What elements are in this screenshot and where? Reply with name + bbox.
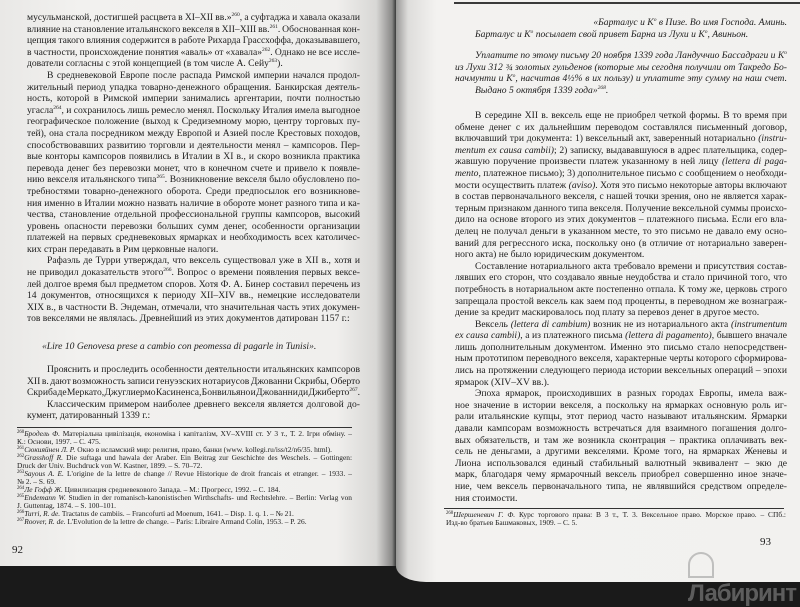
text-line bbox=[27, 209, 360, 221]
text-run: жавшую поручение произвести платеж указанному в ней лицу bbox=[455, 156, 722, 168]
text-line bbox=[27, 105, 360, 117]
text-line bbox=[455, 330, 787, 342]
text-line bbox=[27, 12, 360, 24]
text-run: тов векселями не являлась. Древнейший из этих документов датирован 1157 г.: bbox=[27, 313, 350, 325]
text-line bbox=[455, 377, 787, 389]
italic-run: ex causa cambii) bbox=[455, 330, 521, 342]
text-run: влияние на становление итальянского векселя в XII–XIII вв. bbox=[27, 23, 270, 35]
text-run: Выдано 5 октября 1339 года» bbox=[475, 84, 598, 96]
text-line bbox=[27, 302, 360, 314]
text-line bbox=[27, 128, 360, 140]
italic-run: Шершеневич Г. Ф. bbox=[453, 510, 516, 519]
footnote-ref: o bbox=[512, 73, 516, 80]
footnote-ref: 267 bbox=[349, 387, 358, 394]
text-line bbox=[27, 364, 360, 376]
text-run: ное значение в истории векселя, а поскольку на ярмарках основную роль иг- bbox=[455, 399, 787, 411]
footnote-ref: 268 bbox=[446, 511, 454, 516]
text-line bbox=[27, 267, 360, 279]
text-line bbox=[455, 388, 787, 400]
letter-line bbox=[455, 50, 787, 62]
text-run: запрещала простой вексель как заем под проценты, в переводном же вознаграж- bbox=[455, 295, 787, 307]
right-body-text bbox=[455, 110, 787, 504]
text-run: цепция такого влияния содержится в работе Рихарда Грассхоффа, доказывавшего, bbox=[27, 35, 360, 47]
text-line bbox=[27, 244, 360, 256]
italic-run: Sayous A. E. bbox=[24, 469, 64, 478]
text-run: ; 2) записку, выдававшуюся в адрес плательщика, содер- bbox=[553, 144, 787, 156]
text-line bbox=[27, 163, 360, 175]
text-line bbox=[27, 93, 360, 105]
page-number: 92 bbox=[12, 544, 23, 556]
text-line bbox=[455, 400, 787, 412]
italic-run: (instru- bbox=[758, 133, 787, 145]
footnote-ref: 261 bbox=[269, 23, 278, 30]
text-line bbox=[455, 168, 787, 180]
text-run: ния именно в Италии можно назвать наличие в обороте монет разного типа и ка- bbox=[27, 197, 360, 209]
text-line bbox=[455, 411, 787, 423]
page-number: 93 bbox=[760, 536, 771, 548]
text-line bbox=[455, 249, 787, 261]
text-line bbox=[455, 481, 787, 493]
letter-line bbox=[455, 73, 787, 85]
text-line bbox=[27, 387, 360, 399]
text-run: включавший три документа: 1) вексельный акт, заверенный нотариально bbox=[455, 133, 759, 145]
italic-run: (aviso) bbox=[568, 179, 596, 191]
text-line bbox=[27, 82, 360, 94]
italic-run: Ле Гофф Ж. bbox=[24, 485, 63, 494]
text-run: Tractatus de cambiis. – Francofurti ad Moenum, 1641. – Disp. 1. q. 1. – № 21. bbox=[60, 509, 294, 518]
text-run: , а из платежного письма bbox=[520, 330, 626, 342]
text-line bbox=[27, 116, 360, 128]
footnote-ref: 266 bbox=[163, 267, 172, 274]
italic-run: Сюкияйнен Л. Р. bbox=[24, 445, 76, 454]
text-run: Составление нотариального акта требовало времени и присутствия состав- bbox=[475, 260, 787, 272]
left-body-text-2 bbox=[27, 364, 360, 422]
text-run: платежное письмо); 3) дополнительное письмо с сообщением о необходи- bbox=[480, 167, 787, 179]
letter-line bbox=[455, 17, 787, 29]
letter-line bbox=[455, 85, 787, 97]
text-line bbox=[27, 232, 360, 244]
text-run: , насчитав 4½% в их пользу) и уплатите эту сумму на наш счет. bbox=[515, 73, 787, 85]
text-run: кумент, датированный 1339 г.: bbox=[27, 410, 151, 422]
footnote-ref: 265 bbox=[17, 494, 25, 499]
text-run: вых обязательств, и там же возникла сконтрация – практика оплачивать век- bbox=[455, 434, 787, 446]
footnote-separator bbox=[444, 508, 784, 509]
text-run: Druck der Univ. Buchdruck von W. Kastner, 1899. – S. 70–72. bbox=[17, 461, 203, 470]
text-line bbox=[455, 458, 787, 470]
text-run: обмене денег с их дальнейшим переводом составлялся письменный договор, bbox=[455, 121, 787, 133]
text-run: , Авиньон. bbox=[707, 28, 749, 40]
text-line bbox=[27, 186, 360, 198]
italic-run: mento, bbox=[455, 167, 481, 179]
text-line bbox=[455, 446, 787, 458]
italic-run: (lettera di pagamento) bbox=[625, 330, 712, 342]
text-run: ным прототипом переводного векселя, характерные черты которого сформирова- bbox=[455, 353, 787, 365]
text-run: лей долгое время был предметом споров. Хотя Ф. А. Бинер составил перечень из bbox=[27, 278, 360, 290]
footnote-separator bbox=[17, 427, 352, 428]
text-line bbox=[27, 290, 360, 302]
text-run: лись на протяжении следующего периода истории вексельных операций – эпохи bbox=[455, 365, 787, 377]
text-run: угасла bbox=[27, 104, 54, 116]
text-run: тей), она стала посредником между Европой и Азией после Крестовых походов, bbox=[27, 127, 360, 139]
labirint-logo-icon bbox=[688, 552, 714, 578]
text-run: Классическим примером наиболее древнего векселя является долговой до- bbox=[47, 398, 360, 410]
left-footnotes bbox=[17, 430, 352, 526]
text-run: Рафаэль де Турри утверждал, что вексель существовал уже в XII в., хотя и bbox=[47, 255, 360, 267]
text-line bbox=[455, 156, 787, 168]
text-run: мости осуществить платеж bbox=[455, 179, 569, 191]
italic-run: Бродель Ф. bbox=[24, 429, 60, 438]
footnote-ref: o bbox=[653, 17, 657, 23]
text-line bbox=[27, 376, 360, 388]
footnote-ref: 263 bbox=[17, 470, 25, 475]
text-run: Курс торгового права: В 3 т., Т. 3. Вексельное право. Морское право. – СПб.: bbox=[515, 510, 786, 519]
footnote-ref: 260 bbox=[231, 12, 240, 18]
text-run: . Обоснованная кон- bbox=[277, 23, 360, 35]
text-run: , и сохранилось лишь ремесло менял. Поскольку Италия имела выгодное bbox=[61, 104, 360, 116]
text-run: возник не из нотариального акта bbox=[590, 318, 732, 330]
text-run: ких стран передавать в Рим церковные налоги. bbox=[27, 243, 219, 255]
text-line bbox=[455, 261, 787, 273]
labirint-watermark bbox=[688, 552, 800, 607]
text-run: Окно в исламский мир: религия, право, банки (www. kollegi.ru/iss/t2/n6/35. html). bbox=[75, 445, 332, 454]
text-line bbox=[455, 226, 787, 238]
text-run: дило на основе второго из этих документов – платежного письма. Если его вла- bbox=[455, 214, 787, 226]
text-run: посылает свой привет Барна из Лухи и K bbox=[533, 28, 705, 40]
text-run: . bbox=[605, 84, 609, 96]
text-line bbox=[455, 110, 787, 122]
text-run: сель не деньгами, а другими векселями. Кроме того, на ярмарках Женевы и bbox=[455, 446, 787, 458]
text-line bbox=[27, 410, 360, 422]
text-run: В средневековой Европе после распада Римской империи начался продол- bbox=[47, 69, 360, 81]
footnote-ref: 264 bbox=[53, 104, 62, 111]
text-run: географическое положение (выход к Средиземному морю, центру торговых пу- bbox=[27, 116, 360, 128]
text-line bbox=[455, 133, 787, 145]
text-run: лишь дополнительным документом. Именно это письмо стало непосредствен- bbox=[455, 341, 787, 353]
italic-run: Roover, R. de. bbox=[24, 517, 66, 526]
left-body-text bbox=[27, 12, 360, 325]
text-run: . Однако не все иссле- bbox=[270, 46, 360, 58]
italic-run: Turri, R. de. bbox=[24, 509, 61, 518]
text-run: Лиона использовался единый стабильный валютный эквивалент – экю де bbox=[455, 457, 787, 469]
left-quote bbox=[42, 341, 362, 353]
italic-run: (instrumentum bbox=[731, 318, 788, 330]
footnote-ref: o bbox=[704, 28, 708, 35]
text-run: Прояснить и проследить особенности деятельности итальянских кампсоров bbox=[47, 364, 360, 375]
text-run: дение за кредит маскировалось под плату за перевоз денег в другое место. bbox=[455, 307, 760, 319]
text-line bbox=[17, 518, 352, 526]
footnote-ref: 261 bbox=[17, 446, 25, 451]
text-run: , а суфтаджа и хавала оказали bbox=[239, 12, 360, 23]
text-line bbox=[27, 279, 360, 291]
text-run: мусульманской, достигшей расцвета в XI–XII вв.» bbox=[27, 12, 232, 23]
text-run: чества, становление отдельной профессиональной группы кампсоров, высокий bbox=[27, 209, 360, 221]
text-run: потребность в нотариальном акте постепенно отпала. К тому же, церковь строго bbox=[455, 283, 787, 295]
text-run: L'Evolution de la lettre de change. – Paris: Libraire Armand Colin, 1953. – P. 26. bbox=[65, 517, 307, 526]
footnote-ref: 262 bbox=[262, 46, 271, 53]
text-run: 14 документов, относящихся к периоду XII–XIV вв., немецкие исследователи bbox=[27, 290, 360, 302]
footnote-ref: 268 bbox=[597, 84, 606, 91]
text-run: в состав первоначального векселя, с нашей точки зрения, оно не является харак- bbox=[455, 191, 787, 203]
text-run: Вексель bbox=[475, 318, 511, 330]
text-line bbox=[455, 435, 787, 447]
text-line bbox=[27, 140, 360, 152]
text-line bbox=[455, 493, 787, 505]
italic-run: Endemann W. bbox=[24, 493, 66, 502]
text-line bbox=[27, 24, 360, 36]
text-run: в Пизе. Во имя Господа. Аминь. bbox=[656, 17, 787, 28]
text-line bbox=[455, 284, 787, 296]
italic-run: Grasshoff R. bbox=[24, 453, 63, 462]
letter-line bbox=[455, 29, 787, 41]
text-run: платежей на первых средневековых ярмарках и необходимость всех католичес- bbox=[27, 232, 360, 244]
text-run: способствовавших развитию торговли и деятельности менял – кампсоров. Пер- bbox=[27, 139, 360, 151]
text-line bbox=[27, 174, 360, 186]
footnote-ref: 266 bbox=[17, 510, 25, 515]
text-line bbox=[27, 221, 360, 233]
left-page bbox=[0, 0, 396, 566]
text-run: Цивилизация средневекового Запада. – М.: Прогресс, 1992. – С. 184. bbox=[62, 485, 281, 494]
italic-run: (lettera di paga- bbox=[721, 156, 787, 168]
text-run: нию векселя итальянского типа bbox=[27, 174, 157, 186]
text-line bbox=[27, 70, 360, 82]
footnote-ref: 265 bbox=[156, 174, 165, 181]
footnote-ref: 264 bbox=[17, 486, 25, 491]
top-edge-line bbox=[454, 2, 800, 4]
quote-line: «Lire 10 Genovesa prese a cambio con peomessa di pagarle in Tunisi». bbox=[42, 341, 317, 352]
text-line bbox=[455, 296, 787, 308]
text-line bbox=[27, 255, 360, 267]
text-run: уровень опасности перевозки больших сумм денег, особенности организации bbox=[27, 220, 360, 232]
text-run: лявших его сторон, что создавало явные неудобства и стало причиной того, что bbox=[455, 272, 787, 284]
text-run: перевода денег без перевозки монет, что в конечном счете и привело к появле- bbox=[27, 162, 360, 174]
text-line bbox=[27, 399, 360, 411]
text-run: ния стоимости. bbox=[455, 492, 518, 504]
text-line bbox=[455, 319, 787, 331]
text-run: № 2. – S. 69. bbox=[17, 477, 56, 486]
text-run: Изд-во братьев Башмаковых, 1909. – С. 5. bbox=[446, 518, 578, 527]
text-run: ность, которой в Римской империи занимались аргентарии, почти полностью bbox=[27, 93, 360, 105]
text-run: рали итальянские купцы, этот период часто называют итальянским. Ярмарки bbox=[455, 411, 787, 423]
text-run: марк, благодаря чему ярмарочный вексель приобрел совершенно иное значе- bbox=[455, 469, 787, 481]
text-line bbox=[27, 198, 360, 210]
text-run: давали кампсорам возможность встречаться для взаимного погашения долго- bbox=[455, 423, 787, 435]
text-run: . Возникновение векселя было обусловлено по- bbox=[164, 174, 360, 186]
text-run: в частности, происхождение понятия «аваль» от «хавала» bbox=[27, 46, 262, 58]
text-run: Скриба де Меркато, Джуглиермо Касиненса, Бонвильяно и Джованни ди Джиберто bbox=[27, 387, 350, 399]
text-run: Барталус и K bbox=[475, 28, 531, 40]
right-page bbox=[396, 0, 800, 582]
text-run: жительный период упадка товарно-денежного обращения. Банкирская деятель- bbox=[27, 81, 360, 93]
footnote-ref: 260 bbox=[17, 430, 25, 435]
text-run: вые конторы кампсоров появились в Италии в XI в., и скоро возникла практика bbox=[27, 151, 360, 163]
text-line bbox=[27, 35, 360, 47]
text-line bbox=[27, 58, 360, 70]
text-run: L'origine de la lettre de change // Revue Historique de droit francais et etranger. – 1933. – bbox=[63, 469, 352, 478]
footnote-ref: 262 bbox=[17, 454, 25, 459]
footnote-ref: o bbox=[530, 28, 534, 35]
text-run: J. Guttentag, 1874. – S. 100–101. bbox=[17, 501, 116, 510]
text-line bbox=[455, 203, 787, 215]
text-line bbox=[455, 365, 787, 377]
text-line bbox=[455, 214, 787, 226]
text-line bbox=[455, 307, 787, 319]
text-line bbox=[455, 122, 787, 134]
text-run: В середине XII в. вексель еще не приобрел четкой формы. В то время при bbox=[475, 110, 787, 121]
text-run: К.: Основи, 1997. – С. 475. bbox=[17, 437, 101, 446]
footnote-ref: 263 bbox=[268, 58, 278, 65]
text-run: . Вопрос о времени появления первых вексе- bbox=[171, 267, 360, 279]
text-run: требностями товарно-денежного оборота. Среди предпосылок его возникнове- bbox=[27, 185, 360, 197]
text-line bbox=[455, 145, 787, 157]
text-run: делец не получал деньги в указанном месте, то это письмо не давало ему осно- bbox=[455, 225, 787, 237]
text-run: ярмарок (XIV–XV вв.). bbox=[455, 376, 550, 388]
footnote-ref: o bbox=[784, 50, 787, 57]
text-run: дователи согласны с этой концепцией (в том числе А. Сейу bbox=[27, 58, 269, 70]
letter-line bbox=[455, 62, 787, 74]
text-run: ваний для регрессного иска, поскольку оно (в отличие от нотариально заверен- bbox=[455, 237, 787, 249]
text-run: из Лухи 312 ¾ золотых гульденов (которые мы сегодня получили от Такредо Бо- bbox=[455, 61, 787, 73]
right-footnotes bbox=[446, 511, 786, 527]
text-run: «Барталус и K bbox=[593, 17, 654, 28]
italic-run: mentum ex causa cambii) bbox=[455, 144, 554, 156]
text-line bbox=[455, 353, 787, 365]
text-run: начмунти и K bbox=[455, 73, 513, 85]
text-run: терным признаком данного типа векселя. Получение вексельной суммы происхо- bbox=[455, 202, 787, 214]
text-line bbox=[27, 151, 360, 163]
text-run: Studien in der romanisch-kanonistischen Wirthschafts- und Rechtslehre. – Berlin: Verlag von bbox=[65, 493, 353, 502]
footnote-ref: 267 bbox=[17, 518, 25, 523]
text-line bbox=[27, 313, 360, 325]
text-line bbox=[446, 519, 786, 527]
text-run: ). bbox=[277, 58, 283, 70]
text-run: Эпоха ярмарок, происходивших в разных городах Европы, имела важ- bbox=[475, 388, 787, 400]
text-run: . bbox=[357, 387, 360, 399]
text-line bbox=[455, 238, 787, 250]
text-line bbox=[455, 272, 787, 284]
text-line bbox=[455, 342, 787, 354]
text-run: . Хотя это письмо некоторые авторы включают bbox=[595, 179, 787, 191]
text-run: Матеріальна цивілізація, економіка і капіталізм, XV–XVIII ст. У 3 т., Т. 2. Ігри обміну. – bbox=[59, 429, 352, 438]
text-run: ние, чем вексель первоначального типа, не являвшийся средством определе- bbox=[455, 481, 787, 492]
text-run: не приводил доказательств этого bbox=[27, 267, 164, 279]
text-line bbox=[455, 469, 787, 481]
text-line bbox=[455, 180, 787, 192]
text-run: Уплатите по этому письму 20 ноября 1339 года Ландуччио Бассадраги и K bbox=[475, 50, 785, 62]
italic-run: (lettera di cambium) bbox=[510, 318, 591, 330]
text-line bbox=[455, 191, 787, 203]
text-run: Die suftaga und hawala der Araber. Ein Beitrag zur Geschichte des Weschels. – Gottingen: bbox=[62, 453, 352, 462]
text-line bbox=[455, 423, 787, 435]
text-run: , бывшего вначале bbox=[711, 330, 787, 342]
text-line bbox=[17, 470, 352, 478]
watermark-text: Лабиринт bbox=[688, 580, 797, 607]
letter-quote bbox=[455, 17, 787, 97]
text-run: XII в. дают возможность записи генуэзских нотариусов Джованни Скрибы, Оберто bbox=[27, 375, 360, 387]
text-run: ного акта) не было юридическим документом. bbox=[455, 249, 645, 261]
text-run: XIX в., в частности В. Эндеман, отмечали, что значительная часть этих докумен- bbox=[27, 301, 360, 313]
text-line bbox=[27, 47, 360, 59]
